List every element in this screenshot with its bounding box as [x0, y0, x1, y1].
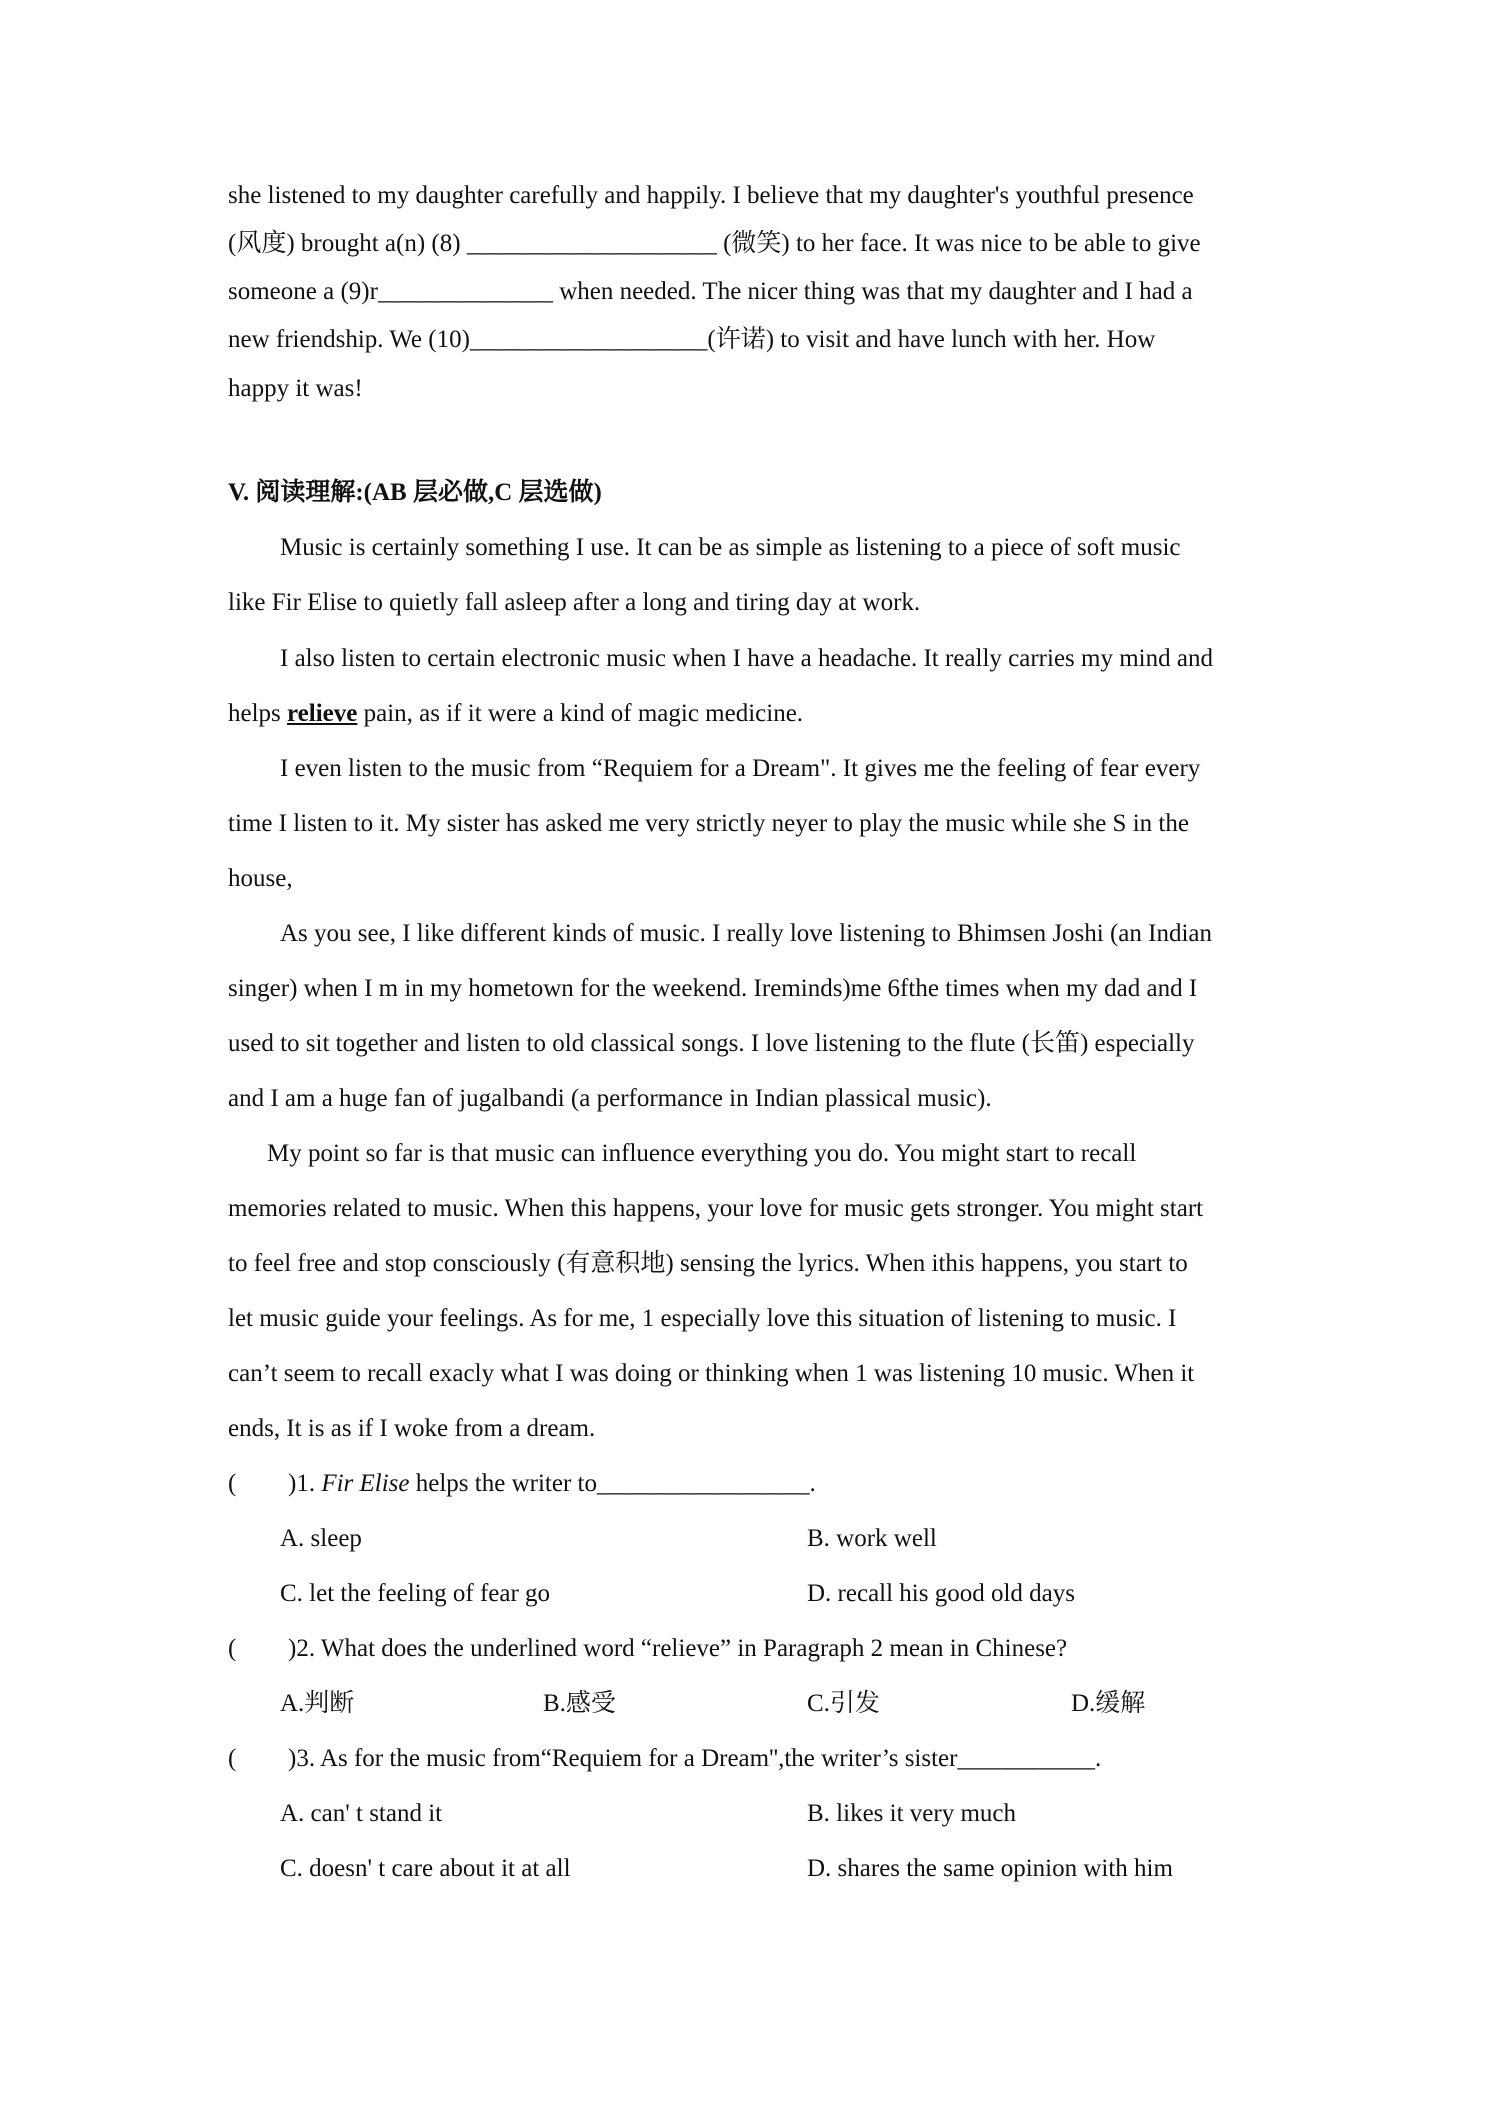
question-title: Fir Elise: [321, 1470, 410, 1497]
reading-line: Music is certainly something I use. It can be as simple as listening to a piece of soft music: [280, 534, 1181, 561]
option-d: D.缓解: [1071, 1690, 1146, 1717]
reading-line: I also listen to certain electronic music when I have a headache. It really carries my mind and: [280, 645, 1213, 672]
option-d: D. recall his good old days: [807, 1580, 1076, 1607]
option-d: D. shares the same opinion with him: [807, 1855, 1173, 1882]
reading-line: ends, It is as if I woke from a dream.: [228, 1415, 596, 1442]
passage-line: new friendship. We (10)___________________(许诺) to visit and have lunch with her. How: [228, 326, 1156, 353]
reading-line: I even listen to the music from “Requiem for a Dream". It gives me the feeling of fear every: [280, 755, 1201, 782]
option-c: C. doesn' t care about it at all: [280, 1855, 571, 1882]
answer-paren: (: [228, 1745, 237, 1772]
reading-line: [228, 699, 803, 729]
reading-text: pain, as if it were a kind of magic medicine.: [357, 700, 804, 727]
reading-line: and I am a huge fan of jugalbandi (a performance in Indian plassical music).: [228, 1085, 992, 1112]
answer-paren: (: [228, 1470, 237, 1497]
reading-line: My point so far is that music can influence everything you do. You might start to recall: [267, 1140, 1137, 1167]
passage-line: she listened to my daughter carefully and happily. I believe that my daughter's youthful presence: [228, 182, 1194, 209]
passage-line: (风度) brought a(n) (8) ____________________ (微笑) to her face. It was nice to be able to give: [228, 230, 1201, 257]
section-title: V. 阅读理解:(AB 层必做,C 层选做): [228, 479, 602, 506]
option-a: A. sleep: [280, 1525, 362, 1552]
question-text: )1.: [288, 1470, 322, 1497]
reading-line: can’t seem to recall exacly what I was doing or thinking when 1 was listening 10 music. When it: [228, 1360, 1195, 1387]
passage-line: happy it was!: [228, 375, 363, 402]
answer-paren: (: [228, 1635, 237, 1662]
option-a: A. can' t stand it: [280, 1800, 443, 1827]
reading-line: to feel free and stop consciously (有意积地) sensing the lyrics. When ithis happens, you start to: [228, 1250, 1188, 1277]
passage-line: someone a (9)r______________ when needed. The nicer thing was that my daughter and I had a: [228, 278, 1193, 305]
option-b: B. work well: [807, 1525, 937, 1552]
question-text: helps the writer to_________________.: [409, 1470, 816, 1497]
option-a: A.判断: [280, 1690, 355, 1717]
reading-line: time I listen to it. My sister has asked me very strictly neyer to play the music while she S in the: [228, 810, 1189, 837]
option-c: C. let the feeling of fear go: [280, 1580, 551, 1607]
question-2: )2. What does the underlined word “relieve” in Paragraph 2 mean in Chinese?: [288, 1635, 1068, 1662]
underlined-word: relieve: [287, 700, 358, 727]
reading-line: let music guide your feelings. As for me, 1 especially love this situation of listening to music. I: [228, 1305, 1177, 1332]
question-3: )3. As for the music from“Requiem for a Dream'',the writer’s sister___________.: [288, 1745, 1102, 1772]
reading-line: like Fir Elise to quietly fall asleep after a long and tiring day at work.: [228, 589, 921, 616]
option-c: C.引发: [807, 1690, 880, 1717]
reading-line: As you see, I like different kinds of music. I really love listening to Bhimsen Joshi (an Indian: [280, 920, 1213, 947]
option-b: B. likes it very much: [807, 1800, 1016, 1827]
question-1: [288, 1469, 816, 1499]
reading-text: helps: [228, 700, 288, 727]
reading-line: used to sit together and listen to old classical songs. I love listening to the flute (长笛) especially: [228, 1030, 1195, 1057]
option-b: B.感受: [543, 1690, 616, 1717]
reading-line: singer) when I m in my hometown for the weekend. Ireminds)me 6fthe times when my dad and I: [228, 975, 1198, 1002]
reading-line: house,: [228, 865, 293, 892]
reading-line: memories related to music. When this happens, your love for music gets stronger. You might start: [228, 1195, 1204, 1222]
